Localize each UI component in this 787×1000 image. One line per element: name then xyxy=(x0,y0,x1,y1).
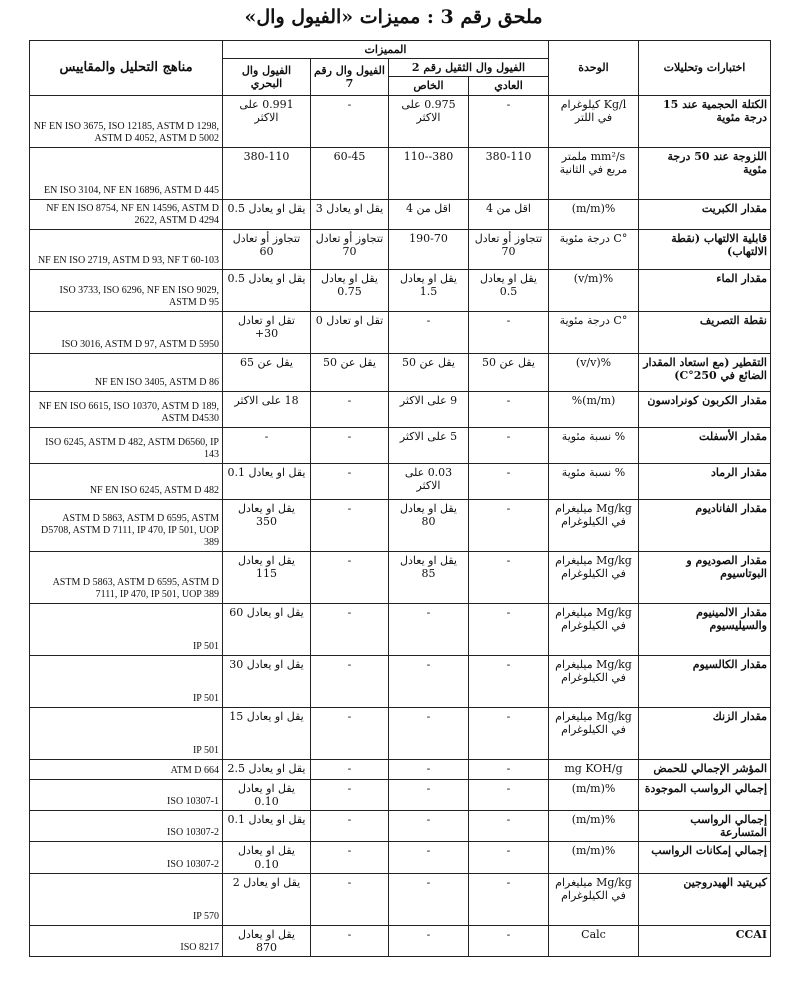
row-methods: IP 501 xyxy=(30,707,223,759)
table-row xyxy=(30,655,771,707)
row-unit: Mg/kg ميليغرام في الكيلوغرام xyxy=(549,551,639,603)
table-row xyxy=(30,707,771,759)
row-marine-value: 380-110 xyxy=(223,147,311,199)
table-row xyxy=(30,873,771,925)
table-row xyxy=(30,353,771,391)
row-test-name: CCAI xyxy=(639,925,771,956)
row-ordinary-value: - xyxy=(469,779,549,810)
row-special-value: - xyxy=(389,707,469,759)
row-unit: Mg/kg ميليغرام في الكيلوغرام xyxy=(549,873,639,925)
row-ordinary-value: - xyxy=(469,311,549,353)
row-marine-value: يقل او يعادل 115 xyxy=(223,551,311,603)
row-special-value: 0.975 على الاكثر xyxy=(389,95,469,147)
row-ordinary-value: اقل من 4 xyxy=(469,199,549,229)
row-special-value: - xyxy=(389,842,469,873)
row-marine-value: يقل او يعادل 0.5 xyxy=(223,269,311,311)
row-test-name: مقدار الالمينيوم والسيليسيوم xyxy=(639,603,771,655)
table-row xyxy=(30,842,771,873)
header-marine: الفيول وال البحري xyxy=(223,59,311,95)
row-special-value: - xyxy=(389,779,469,810)
row-methods: ISO 10307-2 xyxy=(30,810,223,841)
row-ordinary-value: - xyxy=(469,95,549,147)
row-marine-value: يقل او يعادل 350 xyxy=(223,499,311,551)
table-row xyxy=(30,463,771,499)
row-marine-value: يقل او يعادل 2.5 xyxy=(223,759,311,779)
row-special-value: يقل او يعادل 1.5 xyxy=(389,269,469,311)
table-row xyxy=(30,759,771,779)
row-methods: ISO 10307-2 xyxy=(30,842,223,873)
row-marine-value: تتجاوز أو تعادل 60 xyxy=(223,229,311,269)
row-methods: EN ISO 3104, NF EN 16896, ASTM D 445 xyxy=(30,147,223,199)
row-unit: % نسبة مئوية xyxy=(549,463,639,499)
row-special-value: 5 على الاكثر xyxy=(389,427,469,463)
document-title: ملحق رقم 3 : مميزات «الفيول وال» xyxy=(244,6,543,28)
row-methods: IP 501 xyxy=(30,603,223,655)
row-fuel7-value: يقل او يعادل 0.75 xyxy=(311,269,389,311)
row-unit: Calc xyxy=(549,925,639,956)
row-unit: (m/m)% xyxy=(549,391,639,427)
table-row xyxy=(30,95,771,147)
row-unit: %(m/m) xyxy=(549,842,639,873)
row-ordinary-value: - xyxy=(469,463,549,499)
row-methods: IP 501 xyxy=(30,655,223,707)
header-specs: المميزات xyxy=(223,41,549,59)
table-row xyxy=(30,810,771,841)
row-test-name: كبريتيد الهيدروجين xyxy=(639,873,771,925)
row-ordinary-value: - xyxy=(469,842,549,873)
row-fuel7-value: - xyxy=(311,873,389,925)
row-unit: Mg/kg ميليغرام في الكيلوغرام xyxy=(549,603,639,655)
row-special-value: 190-70 xyxy=(389,229,469,269)
row-fuel7-value: - xyxy=(311,463,389,499)
table-row xyxy=(30,229,771,269)
row-test-name: اللزوجة عند 50 درجة مئوية xyxy=(639,147,771,199)
row-special-value: يقل عن 50 xyxy=(389,353,469,391)
row-marine-value: يقل او يعادل 2 xyxy=(223,873,311,925)
row-marine-value: - xyxy=(223,427,311,463)
table-row xyxy=(30,603,771,655)
specifications-table xyxy=(29,40,771,957)
row-methods: ISO 8217 xyxy=(30,925,223,956)
row-test-name: التقطير (مع استعاد المقدار الضائع في 250°C) xyxy=(639,353,771,391)
table-row xyxy=(30,779,771,810)
row-unit: Mg/kg ميليغرام في الكيلوغرام xyxy=(549,499,639,551)
row-methods: NF EN ISO 2719, ASTM D 93, NF T 60-103 xyxy=(30,229,223,269)
row-special-value: - xyxy=(389,925,469,956)
row-ordinary-value: - xyxy=(469,551,549,603)
row-ordinary-value: - xyxy=(469,810,549,841)
row-test-name: الكتلة الحجمية عند 15 درجة مئوية xyxy=(639,95,771,147)
row-fuel7-value: 60-45 xyxy=(311,147,389,199)
row-marine-value: يقل او يعادل 0.1 xyxy=(223,463,311,499)
header-special: الخاص xyxy=(389,77,469,95)
row-methods: NF EN ISO 3405, ASTM D 86 xyxy=(30,353,223,391)
row-ordinary-value: - xyxy=(469,427,549,463)
row-special-value: - xyxy=(389,759,469,779)
table-row xyxy=(30,391,771,427)
row-unit: %(v/m) xyxy=(549,269,639,311)
row-special-value: - xyxy=(389,655,469,707)
row-special-value: 9 على الاكثر xyxy=(389,391,469,427)
header-methods: مناهج التحليل والمقاييس xyxy=(30,41,223,96)
row-fuel7-value: - xyxy=(311,427,389,463)
row-marine-value: يقل او يعادل 15 xyxy=(223,707,311,759)
row-ordinary-value: - xyxy=(469,707,549,759)
table-row xyxy=(30,199,771,229)
row-special-value: يقل او يعادل 85 xyxy=(389,551,469,603)
row-test-name: مقدار الكالسيوم xyxy=(639,655,771,707)
table-row xyxy=(30,551,771,603)
row-test-name: مقدار الماء xyxy=(639,269,771,311)
row-special-value: - xyxy=(389,810,469,841)
row-ordinary-value: - xyxy=(469,391,549,427)
row-fuel7-value: تقل او تعادل 0 xyxy=(311,311,389,353)
row-fuel7-value: - xyxy=(311,779,389,810)
header-fuel2: الفيول وال الثقيل رقم 2 xyxy=(389,59,549,77)
row-test-name: نقطة التصريف xyxy=(639,311,771,353)
row-unit: Mg/kg ميليغرام في الكيلوغرام xyxy=(549,655,639,707)
row-marine-value: تقل او تعادل 30+ xyxy=(223,311,311,353)
row-methods: NF EN ISO 6615, ISO 10370, ASTM D 189, ASTM D4530 xyxy=(30,391,223,427)
row-special-value: - xyxy=(389,873,469,925)
row-ordinary-value: - xyxy=(469,499,549,551)
row-fuel7-value: - xyxy=(311,655,389,707)
table-row xyxy=(30,147,771,199)
row-methods: NF EN ISO 3675, ISO 12185, ASTM D 1298, ASTM D 4052, ASTM D 5002 xyxy=(30,95,223,147)
table-row xyxy=(30,311,771,353)
row-methods: ISO 3016, ASTM D 97, ASTM D 5950 xyxy=(30,311,223,353)
row-methods: ASTM D 5863, ASTM D 6595, ASTM D5708, ASTM D 7111, IP 470, IP 501, UOP 389 xyxy=(30,499,223,551)
header-ordinary: العادي xyxy=(469,77,549,95)
row-marine-value: يقل او يعادل 870 xyxy=(223,925,311,956)
row-special-value: - xyxy=(389,603,469,655)
row-fuel7-value: - xyxy=(311,759,389,779)
row-ordinary-value: - xyxy=(469,873,549,925)
row-unit: %(m/m) xyxy=(549,810,639,841)
row-test-name: مقدار الأسفلت xyxy=(639,427,771,463)
row-methods: ISO 3733, ISO 6296, NF EN ISO 9029, ASTM D 95 xyxy=(30,269,223,311)
row-unit: Mg/kg ميليغرام في الكيلوغرام xyxy=(549,707,639,759)
row-unit: % نسبة مئوية xyxy=(549,427,639,463)
row-marine-value: يقل او يعادل 0.1 xyxy=(223,810,311,841)
row-methods: ISO 6245, ASTM D 482, ASTM D6560, IP 143 xyxy=(30,427,223,463)
row-fuel7-value: تتجاوز أو تعادل 70 xyxy=(311,229,389,269)
row-ordinary-value: - xyxy=(469,925,549,956)
row-ordinary-value: يقل عن 50 xyxy=(469,353,549,391)
row-ordinary-value: - xyxy=(469,655,549,707)
row-fuel7-value: يقل عن 50 xyxy=(311,353,389,391)
row-fuel7-value: - xyxy=(311,551,389,603)
row-unit: °C درجة مئوية xyxy=(549,229,639,269)
row-special-value: 0.03 على الاكثر xyxy=(389,463,469,499)
header-fuel7: الفيول وال رقم 7 xyxy=(311,59,389,95)
row-unit: Kg/l كيلوغرام في اللتر xyxy=(549,95,639,147)
row-methods: ASTM D 5863, ASTM D 6595, ASTM D 7111, IP 470, IP 501, UOP 389 xyxy=(30,551,223,603)
row-special-value: اقل من 4 xyxy=(389,199,469,229)
row-marine-value: يقل او يعادل 30 xyxy=(223,655,311,707)
row-fuel7-value: - xyxy=(311,842,389,873)
row-unit: %(m/m) xyxy=(549,199,639,229)
row-ordinary-value: 380-110 xyxy=(469,147,549,199)
row-fuel7-value: - xyxy=(311,391,389,427)
row-methods: NF EN ISO 6245, ASTM D 482 xyxy=(30,463,223,499)
row-methods: ATM D 664 xyxy=(30,759,223,779)
row-marine-value: 18 على الاكثر xyxy=(223,391,311,427)
row-test-name: إجمالي إمكانات الرواسب xyxy=(639,842,771,873)
row-unit: %(m/m) xyxy=(549,779,639,810)
row-ordinary-value: يقل او يعادل 0.5 xyxy=(469,269,549,311)
header-tests: اختبارات وتحليلات xyxy=(639,41,771,96)
row-test-name: قابلية الالتهاب (نقطة الالتهاب) xyxy=(639,229,771,269)
row-unit: mg KOH/g xyxy=(549,759,639,779)
row-unit: %(v/v) xyxy=(549,353,639,391)
row-marine-value: يقل او يعادل 0.5 xyxy=(223,199,311,229)
row-special-value: - xyxy=(389,311,469,353)
row-ordinary-value: - xyxy=(469,759,549,779)
row-test-name: مقدار الرماد xyxy=(639,463,771,499)
header-unit: الوحدة xyxy=(549,41,639,96)
row-fuel7-value: - xyxy=(311,810,389,841)
row-test-name: مقدار الكربون كونرادسون xyxy=(639,391,771,427)
row-test-name: مقدار الفاناديوم xyxy=(639,499,771,551)
row-unit: °C درجة مئوية xyxy=(549,311,639,353)
row-marine-value: يقل او يعادل 0.10 xyxy=(223,779,311,810)
row-ordinary-value: تتجاوز أو تعادل 70 xyxy=(469,229,549,269)
table-row xyxy=(30,269,771,311)
table-row xyxy=(30,499,771,551)
row-fuel7-value: - xyxy=(311,95,389,147)
table-row xyxy=(30,427,771,463)
row-methods: NF EN ISO 8754, NF EN 14596, ASTM D 2622, ASTM D 4294 xyxy=(30,199,223,229)
row-test-name: إجمالي الرواسب الموجودة xyxy=(639,779,771,810)
row-methods: ISO 10307-1 xyxy=(30,779,223,810)
row-test-name: مقدار الزنك xyxy=(639,707,771,759)
row-marine-value: يقل او يعادل 60 xyxy=(223,603,311,655)
row-special-value: يقل او يعادل 80 xyxy=(389,499,469,551)
row-marine-value: 0.991 على الاكثر xyxy=(223,95,311,147)
row-unit: mm²/s ملمتر مربع في الثانية xyxy=(549,147,639,199)
row-test-name: مقدار الكبريت xyxy=(639,199,771,229)
table-row xyxy=(30,925,771,956)
row-test-name: إجمالي الرواسب المتسارعة xyxy=(639,810,771,841)
row-test-name: مقدار الصوديوم و البوتاسيوم xyxy=(639,551,771,603)
row-fuel7-value: - xyxy=(311,603,389,655)
row-ordinary-value: - xyxy=(469,603,549,655)
row-fuel7-value: يقل او يعادل 3 xyxy=(311,199,389,229)
row-special-value: 380--110 xyxy=(389,147,469,199)
row-test-name: المؤشر الإجمالي للحمض xyxy=(639,759,771,779)
row-fuel7-value: - xyxy=(311,925,389,956)
row-marine-value: يقل عن 65 xyxy=(223,353,311,391)
row-fuel7-value: - xyxy=(311,499,389,551)
row-marine-value: يقل او يعادل 0.10 xyxy=(223,842,311,873)
row-fuel7-value: - xyxy=(311,707,389,759)
row-methods: IP 570 xyxy=(30,873,223,925)
